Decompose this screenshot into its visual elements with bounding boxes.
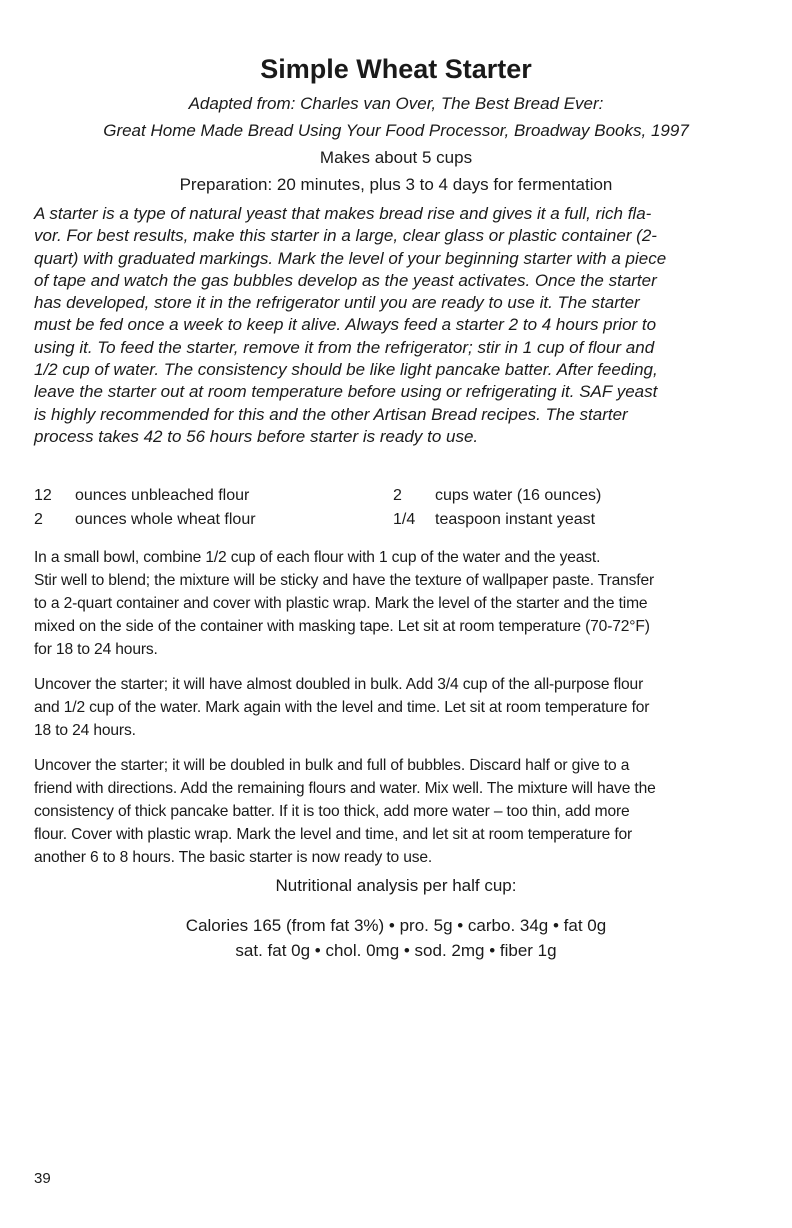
intro-line: 1/2 cup of water. The consistency should be like light pancake batter. After feeding, [34,360,658,380]
intro-line: A starter is a type of natural yeast that makes bread rise and gives it a full, rich fla- [34,204,652,223]
step-line: flour. Cover with plastic wrap. Mark the level and time, and let sit at room temperature for [34,826,633,843]
intro-paragraph [34,203,774,448]
yield: Makes about 5 cups [319,148,473,167]
ingredient-qty: 12 [34,487,52,504]
recipe-title: Simple Wheat Starter [260,54,532,84]
ingredient-item: cups water (16 ounces) [435,487,602,504]
nutrition-line: Calories 165 (from fat 3%) • pro. 5g • carbo. 34g • fat 0g [185,916,607,935]
step-line: Stir well to blend; the mixture will be sticky and have the texture of wallpaper paste. Transfer [34,572,655,589]
nutrition-heading: Nutritional analysis per half cup: [275,876,517,895]
step-line: another 6 to 8 hours. The basic starter is now ready to use. [34,849,433,866]
intro-line: has developed, store it in the refrigerator until you are ready to use it. The starter [34,293,640,313]
step-line: mixed on the side of the container with masking tape. Let sit at room temperature (70-72°F) [34,618,650,635]
step-line: for 18 to 24 hours. [34,641,158,658]
intro-line: of tape and watch the gas bubbles develop as the yeast activates. Once the starter [34,270,657,290]
ingredient-qty: 2 [393,487,402,504]
step-line: friend with directions. Add the remaining flours and water. Mix well. The mixture will have the [34,780,656,797]
step-line: 18 to 24 hours. [34,722,136,739]
step-paragraph [34,546,774,661]
step-line: Uncover the starter; it will have almost doubled in bulk. Add 3/4 cup of the all-purpose flour [34,676,644,693]
instructions [0,546,774,869]
page-number: 39 [34,1170,51,1187]
source-line-2: Great Home Made Bread Using Your Food Processor, Broadway Books, 1997 [103,121,689,140]
step-paragraph [34,754,774,869]
ingredient-item: teaspoon instant yeast [435,511,596,528]
step-line: to a 2-quart container and cover with plastic wrap. Mark the level of the starter and the time [34,595,648,612]
ingredient-item: ounces whole wheat flour [75,511,256,528]
ingredient-row [34,508,774,532]
step-line: In a small bowl, combine 1/2 cup of each flour with 1 cup of the water and the yeast. [34,549,601,566]
recipe-header [0,90,792,198]
nutrition-line: sat. fat 0g • chol. 0mg • sod. 2mg • fiber 1g [235,941,557,960]
step-line: consistency of thick pancake batter. If it is too thick, add more water – too thin, add more [34,803,630,820]
intro-line: process takes 42 to 56 hours before starter is ready to use. [34,426,479,446]
intro-line: leave the starter out at room temperature before using or refrigerating it. SAF yeast [34,382,658,402]
ingredient-item: ounces unbleached flour [75,487,250,504]
intro-line: using it. To feed the starter, remove it from the refrigerator; stir in 1 cup of flour and [34,337,655,357]
intro-line: vor. For best results, make this starter in a large, clear glass or plastic container (2- [34,226,657,246]
step-line: Uncover the starter; it will be doubled in bulk and full of bubbles. Discard half or give to a [34,757,630,774]
intro-line: quart) with graduated markings. Mark the level of your beginning starter with a piece [34,248,667,268]
ingredient-row [34,484,774,508]
step-paragraph [34,673,774,742]
nutrition-block [0,875,792,963]
intro-line: must be fed once a week to keep it alive. Always feed a starter 2 to 4 hours prior to [34,315,657,335]
instructions-and-nutrition [0,546,792,963]
ingredient-qty: 2 [34,511,43,528]
source-line-1: Adapted from: Charles van Over, The Best Bread Ever: [188,94,604,113]
intro-line: is highly recommended for this and the other Artisan Bread recipes. The starter [34,404,628,424]
preparation-time: Preparation: 20 minutes, plus 3 to 4 days for fermentation [179,175,613,194]
step-line: and 1/2 cup of the water. Mark again with the level and time. Let sit at room temperature for [34,699,650,716]
ingredient-qty: 1/4 [393,511,416,528]
ingredients-list [34,484,774,532]
